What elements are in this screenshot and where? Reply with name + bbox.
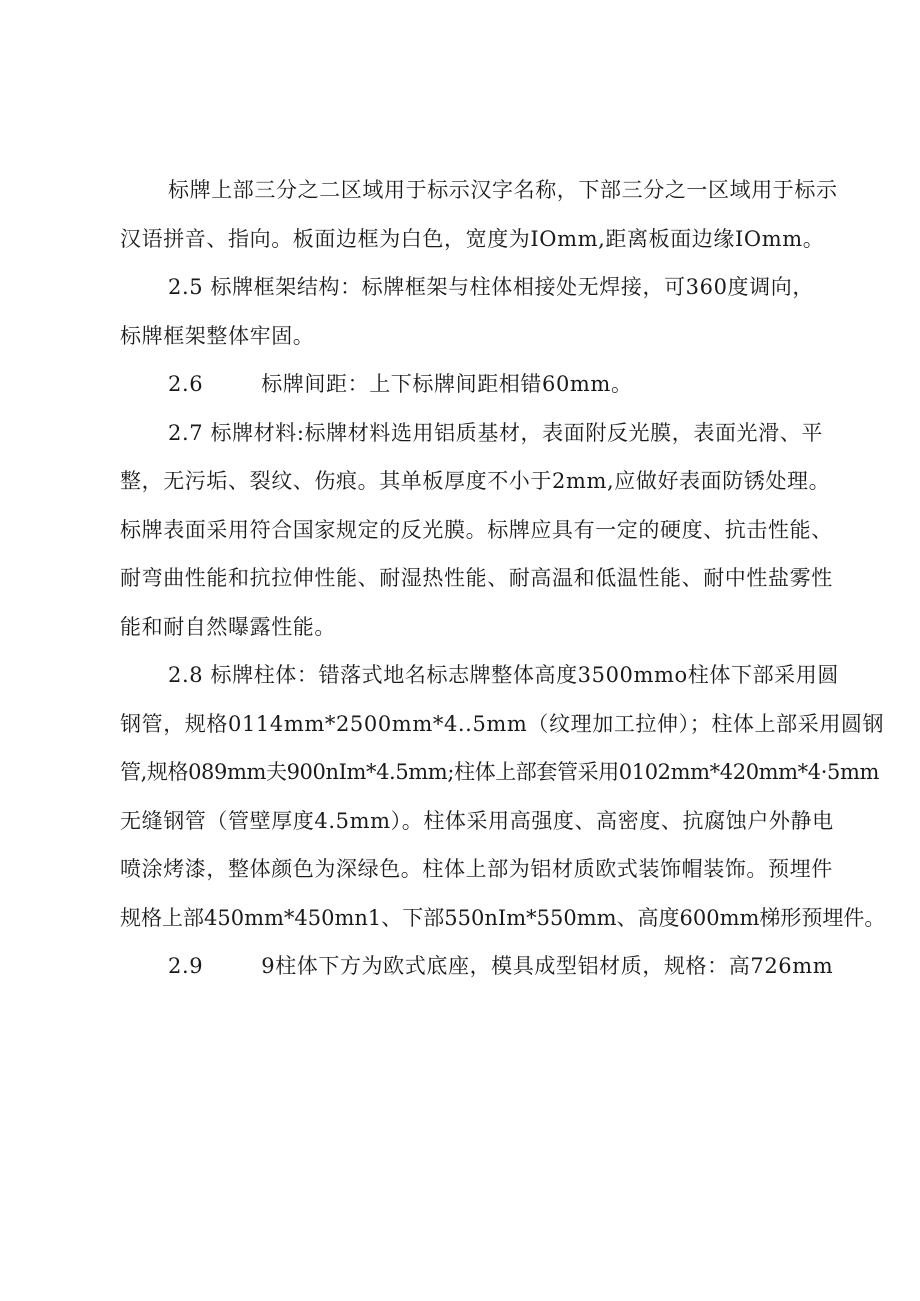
text-line: 2.5 标牌框架结构：标牌框架与柱体相接处无焊接，可360度调向，	[168, 275, 814, 299]
text-line: 管,规格089mm夫900nIm*4.5mm;柱体上部套管采用0102mm*420mm*4·5mm	[120, 760, 879, 784]
text-line: 耐弯曲性能和抗拉伸性能、耐湿热性能、耐高温和低温性能、耐中性盐雾性	[120, 566, 833, 590]
text-line: 规格上部450mm*450mn1、下部550nIm*550mm、高度600mm梯形预埋件。	[120, 905, 886, 930]
section-number: 2.9	[168, 954, 204, 978]
text-line: 2.8 标牌柱体：错落式地名标志牌整体高度3500mmo柱体下部采用圆	[168, 663, 839, 687]
text-line: 汉语拼音、指向。板面边框为白色，宽度为IOmm,距离板面边缘IOmm。	[120, 226, 825, 251]
text-line: 标牌表面采用符合国家规定的反光膜。标牌应具有一定的硬度、抗击性能、	[120, 517, 833, 542]
section-text: 9柱体下方为欧式底座，模具成型铝材质，规格：高726mm	[261, 954, 834, 978]
paragraph-sign-layout	[120, 166, 885, 263]
document-body	[120, 166, 885, 991]
text-line	[120, 942, 885, 991]
paragraph-2-9-base	[120, 942, 885, 991]
paragraph-2-7-sign-material	[120, 409, 885, 652]
text-line: 喷涂烤漆，整体颜色为深绿色。柱体上部为铝材质欧式装饰帽装饰。预埋件	[120, 857, 833, 881]
paragraph-2-8-sign-post	[120, 651, 885, 942]
text-line: 标牌上部三分之二区域用于标示汉字名称，下部三分之一区域用于标示	[168, 178, 838, 202]
text-line: 无缝钢管（管壁厚度4.5mm）。柱体采用高强度、高密度、抗腐蚀户外静电	[120, 808, 834, 833]
paragraph-2-6-sign-spacing	[120, 360, 885, 409]
text-line	[120, 360, 885, 409]
text-line: 2.7 标牌材料:标牌材料选用铝质基材，表面附反光膜，表面光滑、平	[168, 420, 823, 445]
section-number: 2.6	[168, 372, 204, 396]
paragraph-2-5-frame-structure	[120, 263, 885, 360]
section-text: 标牌间距：上下标牌间距相错60mm。	[261, 372, 633, 396]
text-line: 整，无污垢、裂纹、伤痕。其单板厚度不小于2mm,应做好表面防锈处理。	[120, 469, 831, 493]
text-line: 能和耐自然曝露性能。	[120, 614, 336, 639]
text-line: 钢管，规格0114mm*2500mm*4..5mm（纹理加工拉伸）；柱体上部采用圆钢	[120, 711, 885, 736]
text-line: 标牌框架整体牢固。	[120, 323, 315, 348]
